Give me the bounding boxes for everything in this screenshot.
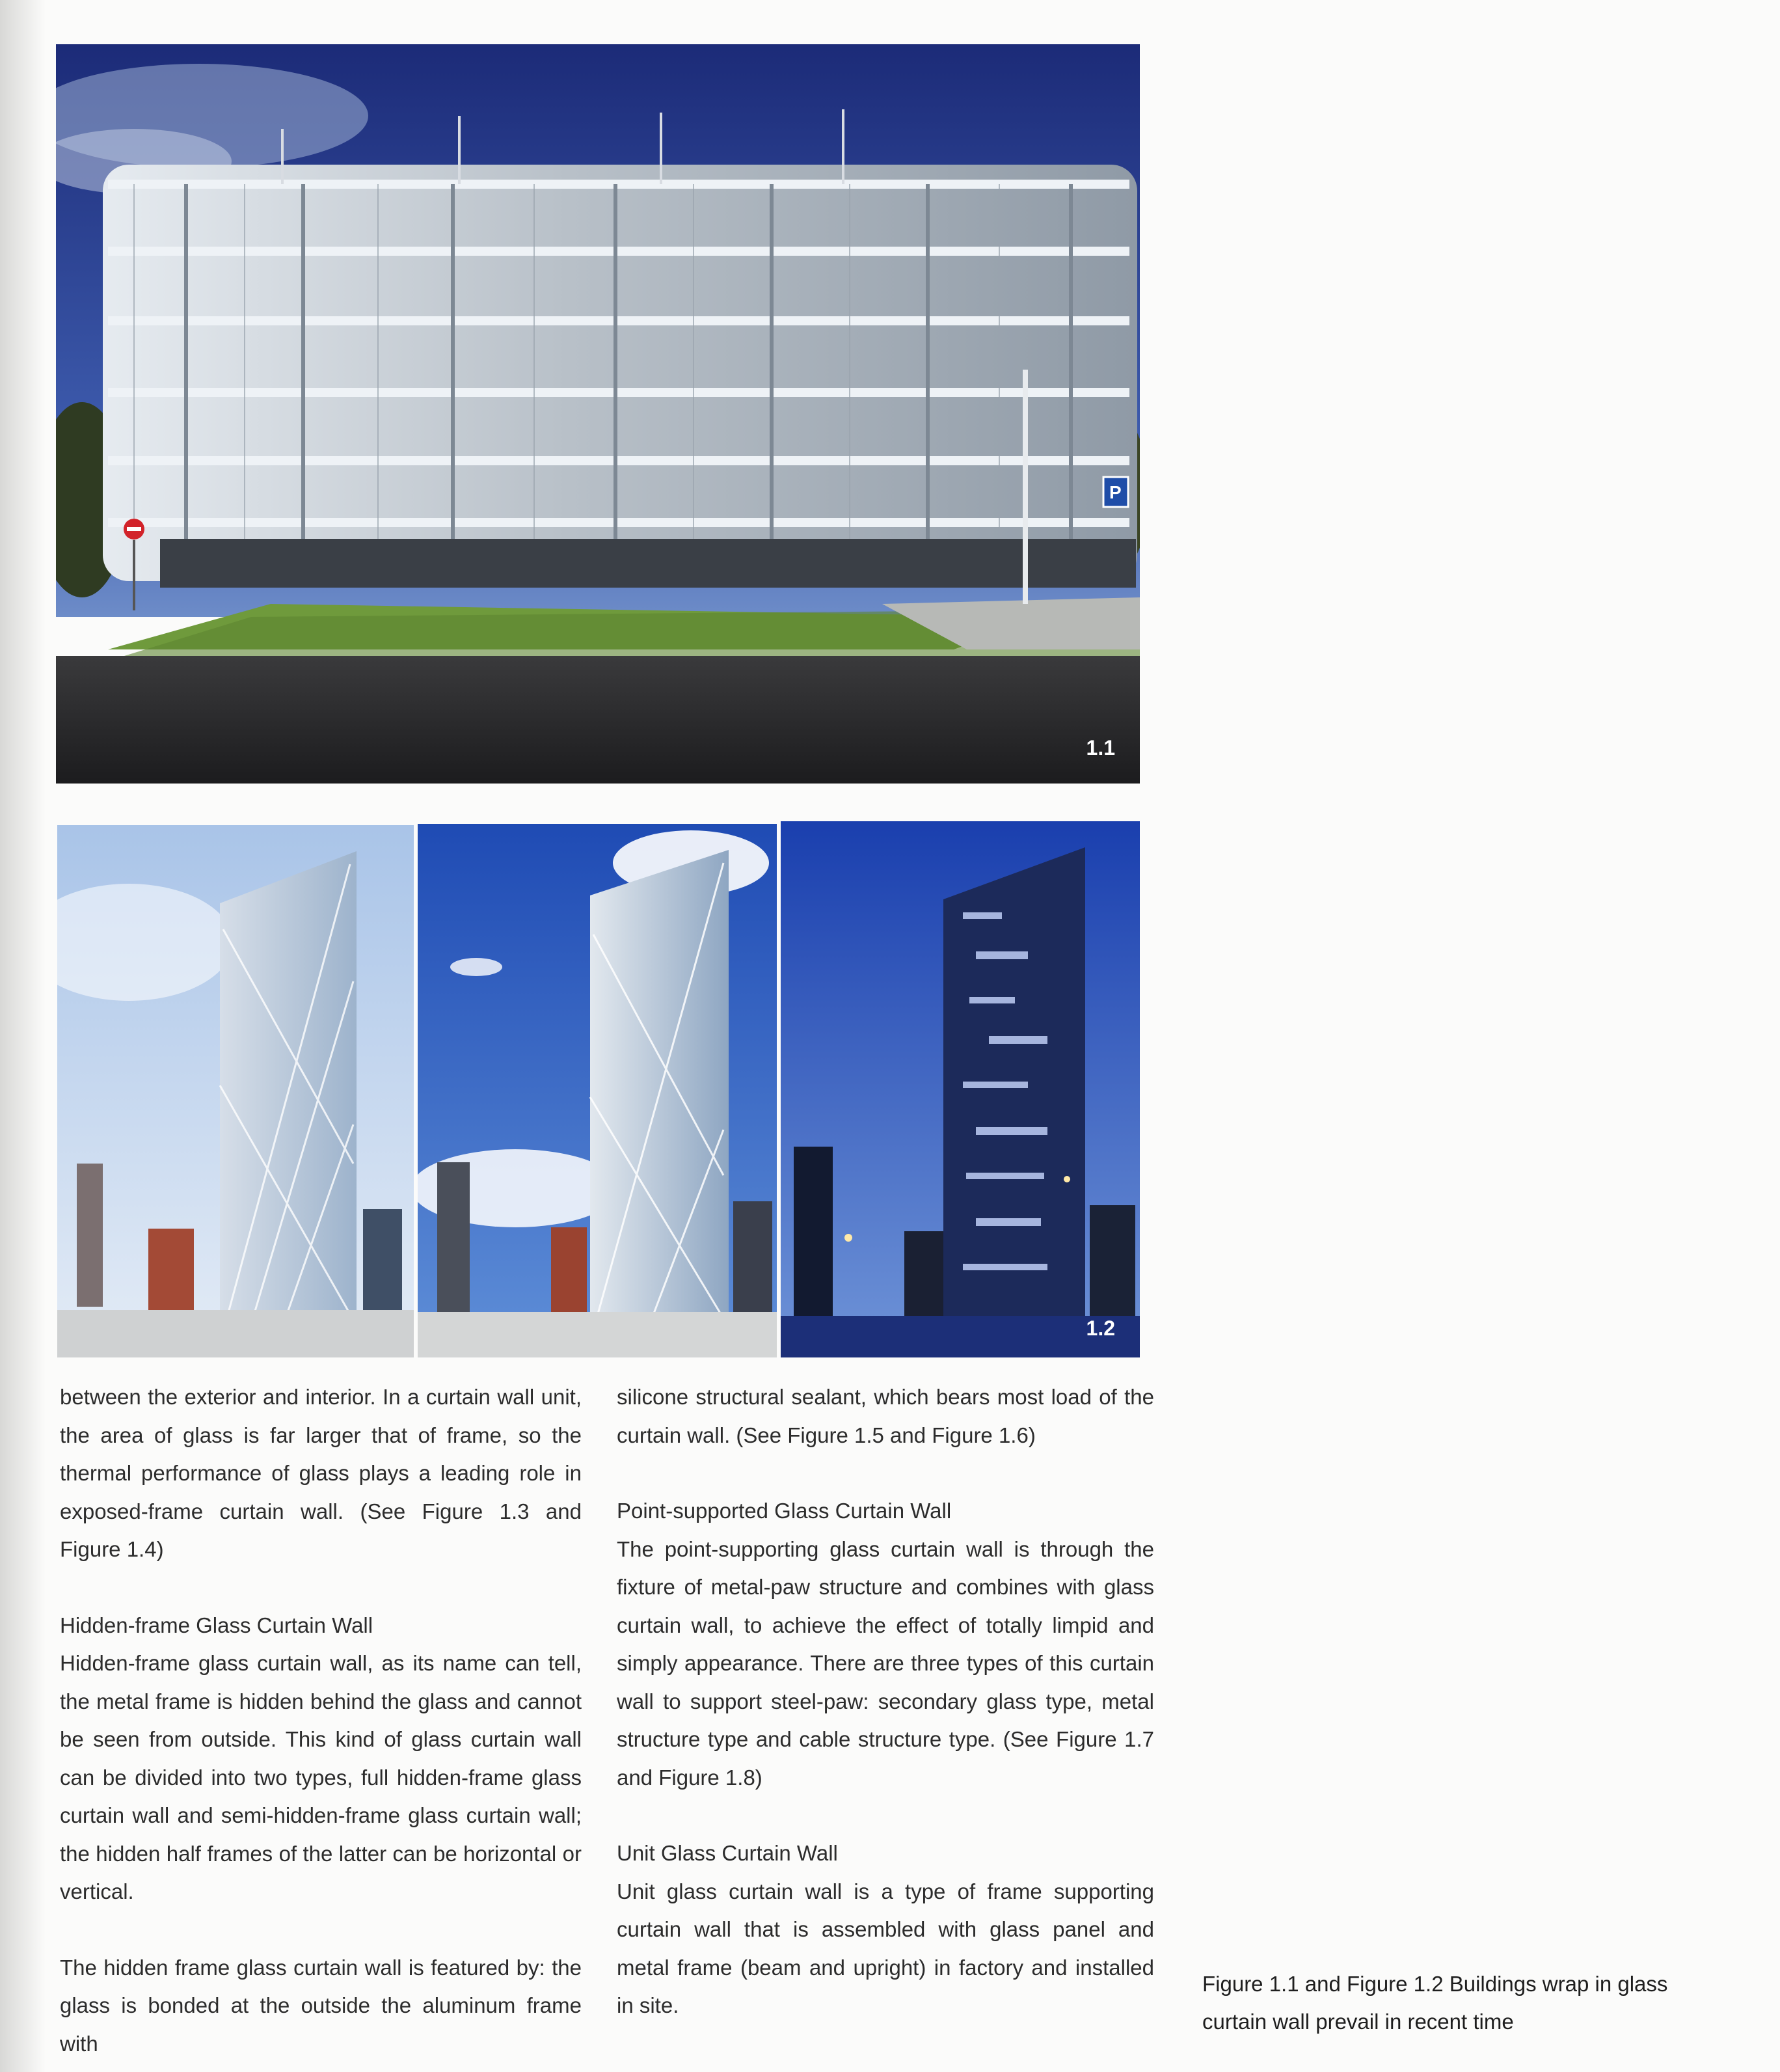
hidden-frame-paragraph: Hidden-frame glass curtain wall, as its name can tell, the metal frame is hidden behind the glass and cannot be seen from outside. This kind of glass curtain wall can be divided into two types, full hidden-frame glass curtain wall and semi-hidden-frame glass curtain wall; the hidden half frames of the latter can be horizontal or vertical. [60,1651,582,1903]
tower-day-image-2 [418,824,777,1357]
hidden-frame-heading: Hidden-frame Glass Curtain Wall [60,1613,373,1637]
figure-1-2-photo-day-left [57,825,414,1357]
tower-night-image [781,821,1140,1357]
left-text-column [60,1378,582,2063]
figure-1-2-photo-day-right [418,824,777,1357]
figure-1-2-label: 1.2 [1086,1316,1115,1340]
figure-1-1-label: 1.1 [1086,736,1115,759]
hidden-frame-feature-paragraph: The hidden frame glass curtain wall is featured by: the glass is bonded at the outside the aluminum frame with [60,1955,582,2056]
right-intro-paragraph: silicone structural sealant, which bears most load of the curtain wall. (See Figure 1.5 and Figure 1.6) [617,1385,1154,1447]
figure-1-2-photo-night [781,821,1140,1357]
tower-day-image-1 [57,825,414,1357]
unit-glass-paragraph: Unit glass curtain wall is a type of frame supporting curtain wall that is assembled with glass panel and metal frame (beam and upright) in factory and installed in site. [617,1879,1154,2017]
page-gutter-shadow [0,0,46,2072]
point-supported-paragraph: The point-supporting glass curtain wall is through the fixture of metal-paw structure and combines with glass curtain wall, to achieve the effect of totally limpid and simply appearance. There are three types of this curtain wall to support steel-paw: secondary glass type, metal structure type and cable structure type. (See Figure 1.7 and Figure 1.8) [617,1536,1154,1790]
point-supported-heading: Point-supported Glass Curtain Wall [617,1499,952,1523]
unit-glass-heading: Unit Glass Curtain Wall [617,1841,838,1865]
parking-garage-image [56,44,1140,784]
left-intro-paragraph: between the exterior and interior. In a curtain wall unit, the area of glass is far larger that of frame, so the thermal performance of glass plays a leading role in exposed-frame curtain wall. (See Figure 1.3 and Figure 1.4) [60,1385,582,1561]
figure-1-1-photo [56,44,1140,784]
svg-text:P: P [1109,482,1122,502]
figure-caption: Figure 1.1 and Figure 1.2 Buildings wrap in glass curtain wall prevail in recent time [1202,1972,1668,2034]
right-text-column [617,1378,1154,2025]
